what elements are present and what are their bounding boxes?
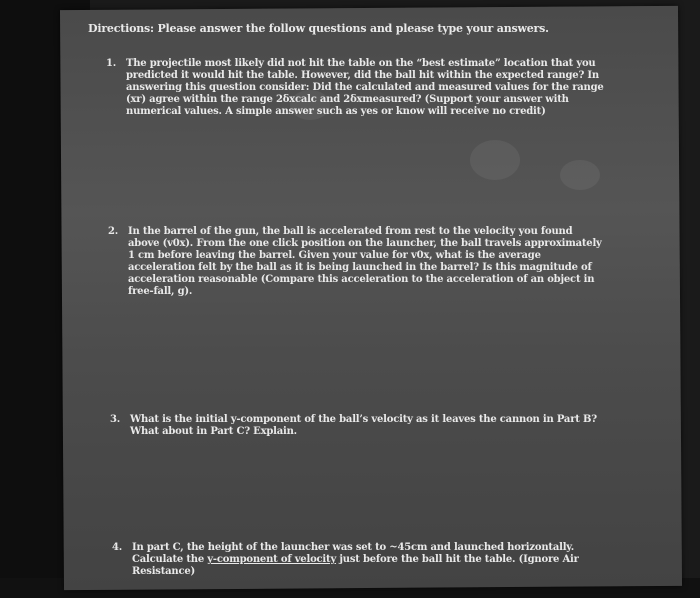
question-text: In the barrel of the gun, the ball is accelerated from rest to the velocity you found above (v0x). From the one click position on the launcher, the ball travels approximately 1 cm before leaving the barrel. Given your value for v0x, what is the average acceleration felt by the ball as it is being launched in the barrel? Is this magnitude of acceleration reasonable (Compare this acceleration to the acceleration of an object in free-fall, g). bbox=[128, 226, 602, 297]
question-number: 2. bbox=[108, 226, 119, 237]
question-text: The projectile most likely did not hit the table on the “best estimate” location that you predicted it would hit the table. However, did the ball hit within the expected range? In answering this question consider: Did the calculated and measured values for the range (xr) agree within the range 2δxcalc and 2δxmeasured? (Support your answer with numerical values. A simple answer such as yes or know will receive no credit) bbox=[126, 58, 604, 117]
question-number: 1. bbox=[106, 58, 117, 69]
glare-spot bbox=[470, 140, 520, 180]
question-text bbox=[132, 542, 618, 578]
directions-text: Directions: Please answer the follow questions and please type your answers. bbox=[88, 22, 549, 35]
underlined-term: y-component of velocity bbox=[207, 554, 337, 565]
glare-spot bbox=[560, 160, 600, 190]
question-number: 4. bbox=[112, 542, 123, 553]
question-text-part: In part C, the height of the launcher was set to ~45cm and launched horizontally. Calculate the bbox=[132, 542, 575, 565]
question-number: 3. bbox=[110, 414, 121, 425]
question-text-part: just before the ball hit the table. (Ignore Air Resistance) bbox=[132, 554, 579, 577]
question-text: What is the initial y-component of the ball’s velocity as it leaves the cannon in Part B? What about in Part C? Explain. bbox=[130, 414, 597, 437]
